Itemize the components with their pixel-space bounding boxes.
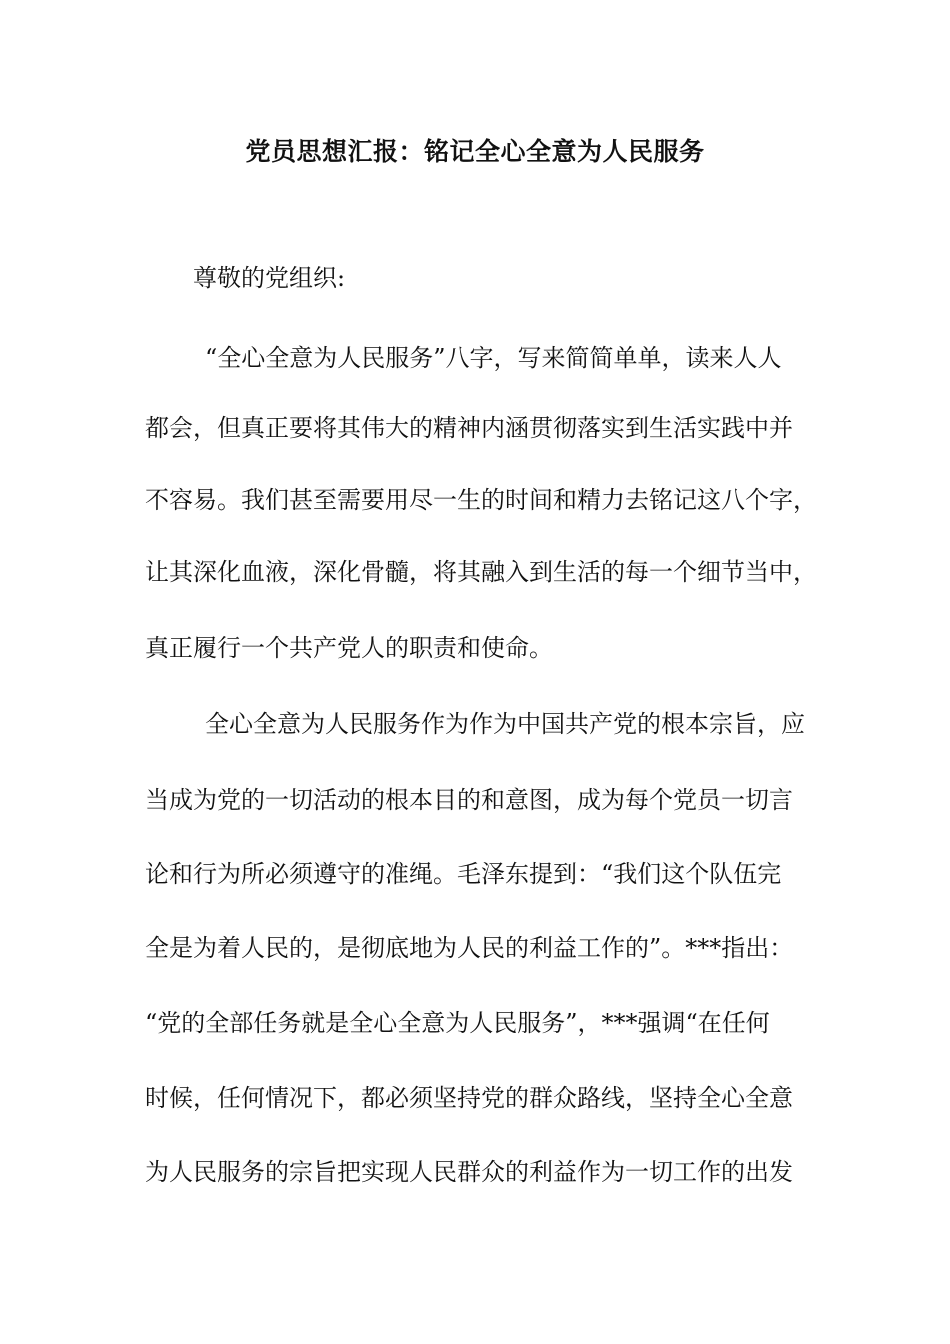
paragraph-line: 让其深化血液，深化骨髓，将其融入到生活的每一个细节当中，	[145, 558, 817, 586]
document-title: 党员思想汇报：铭记全心全意为人民服务	[245, 137, 705, 166]
paragraph-line: “党的全部任务就是全心全意为人民服务”，***强调“在任何	[145, 1009, 770, 1037]
paragraph-line: 当成为党的一切活动的根本目的和意图，成为每个党员一切言	[145, 786, 793, 814]
paragraph-line: 为人民服务的宗旨把实现人民群众的利益作为一切工作的出发	[145, 1158, 793, 1186]
paragraph-line: 论和行为所必须遵守的准绳。毛泽东提到：“我们这个队伍完	[145, 860, 782, 888]
paragraph-line: 时候，任何情况下，都必须坚持党的群众路线，坚持全心全意	[145, 1084, 793, 1112]
paragraph-line: 全心全意为人民服务作为作为中国共产党的根本宗旨，应	[205, 710, 805, 738]
salutation: 尊敬的党组织:	[193, 264, 346, 292]
paragraph-line: “全心全意为人民服务”八字，写来简简单单，读来人人	[205, 344, 782, 372]
paragraph-line: 不容易。我们甚至需要用尽一生的时间和精力去铭记这八个字，	[145, 486, 817, 514]
paragraph-line: 全是为着人民的，是彻底地为人民的利益工作的”。***指出：	[145, 934, 794, 962]
paragraph-line: 真正履行一个共产党人的职责和使命。	[145, 634, 553, 662]
paragraph-line: 都会，但真正要将其伟大的精神内涵贯彻落实到生活实践中并	[145, 414, 793, 442]
